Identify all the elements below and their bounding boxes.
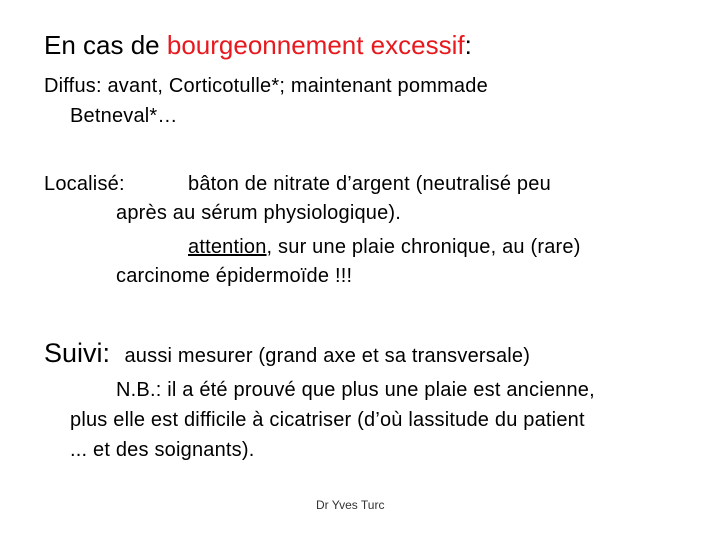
suivi-label: Suivi: — [44, 338, 111, 368]
title-suffix: : — [464, 30, 472, 60]
localise-line-3 — [188, 233, 581, 261]
title-prefix: En cas de — [44, 30, 167, 60]
diffus-line-1: Diffus: avant, Corticotulle*; maintenant pommade — [44, 75, 488, 97]
footer-author: Dr Yves Turc — [316, 498, 385, 512]
diffus-line-2: Betneval*… — [70, 105, 178, 127]
note-line-3: ... et des soignants). — [70, 439, 255, 461]
note-line-2: plus elle est difficile à cicatriser (d’où lassitude du patient — [70, 409, 585, 431]
localise-line-4: carcinome épidermoïde !!! — [116, 265, 353, 287]
attention-word: attention — [188, 236, 267, 258]
localise-label: Localisé: — [44, 173, 125, 195]
suivi-block — [44, 336, 530, 373]
localise-line-2: après au sérum physiologique). — [116, 202, 402, 224]
slide-title — [44, 28, 472, 62]
localise-line-1: bâton de nitrate d’argent (neutralisé peu — [188, 173, 551, 195]
title-highlight: bourgeonnement excessif — [166, 30, 465, 60]
note-line-1: N.B.: il a été prouvé que plus une plaie est ancienne, — [116, 379, 595, 401]
suivi-text: aussi mesurer (grand axe et sa transversale) — [124, 345, 531, 367]
localise-line-3-rest: , sur une plaie chronique, au (rare) — [266, 236, 581, 258]
